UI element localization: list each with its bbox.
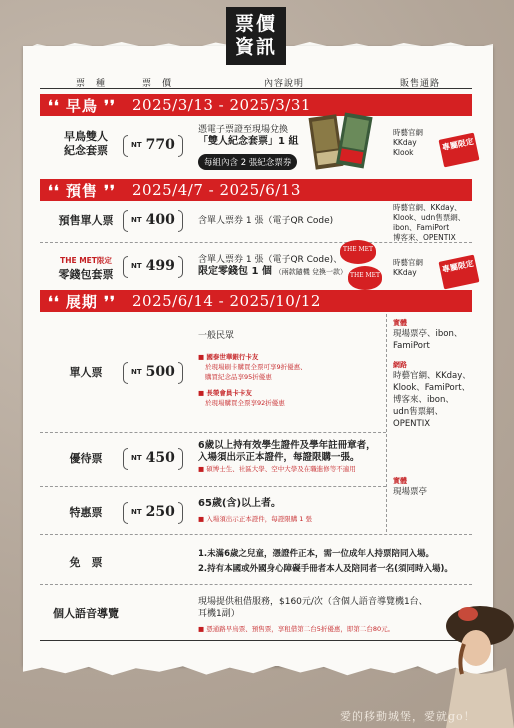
col-header-channel: 販售通路: [400, 79, 441, 89]
ticket-presale-purse-name: THE MET限定 零錢包套票: [58, 256, 114, 281]
coin-purse-image-1: THE MET: [340, 240, 376, 264]
ticket-concession-name: 優待票: [69, 452, 103, 465]
section-early-name: ❛❛ 早鳥 ❜❜: [48, 96, 116, 115]
ticket-early-combo-name: 早鳥雙人 紀念套票: [64, 130, 108, 157]
ticket-presale-single-name: 預售單人票: [58, 214, 114, 227]
row-divider: [40, 242, 472, 243]
title-line-2: 資訊: [234, 36, 277, 58]
section-period-name: ❛❛ 展期 ❜❜: [48, 292, 116, 311]
ticket-concession-desc: 6歲以上持有效學生證件及學年註冊章者， 入場須出示正本證件，每證限購一張。 ■ 碩博士生、社區大學、空中大學及在職進修等不適用: [198, 440, 376, 473]
early-combo-contents-pill: 每組內含 2 張紀念票券: [198, 154, 297, 170]
ticket-special-price: NT 250: [131, 504, 175, 520]
section-period-dates: 2025/6/14 - 2025/10/12: [132, 292, 321, 310]
exclusive-badge-early: 專屬限定: [438, 133, 479, 168]
presale-single-sales: 時藝官網、KKday、 Klook、udn售票網、 ibon、FamiPort 博客來、OPENTIX: [393, 203, 466, 242]
header-rule: [40, 88, 472, 89]
ticket-special-desc: 65歲(含)以上者。 ■ 入場須出示正本證件，每證限購 1 張: [198, 498, 312, 523]
row-divider: [40, 534, 472, 535]
section-exhibition-period: [40, 290, 472, 312]
ticket-single-desc: 一般民眾 ■ 國泰世華銀行卡友 於現場刷卡購買全票可享9折優惠、 購買紀念品享95折優惠 ■ 長榮會員卡卡友 於現場購買全票享92折優惠: [198, 331, 307, 407]
ticket-free-name: 免 票: [69, 556, 103, 569]
ticket-presale-purse-price: NT 499: [131, 258, 175, 274]
col-header-desc: 內容說明: [264, 79, 305, 89]
presale-purse-sales: 時藝官網 KKday: [393, 258, 423, 277]
commemorative-ticket-photo: [306, 108, 374, 174]
ticket-presale-single-desc: 含單人票券 1 張（電子QR Code): [198, 216, 334, 226]
footer-slogan: 愛的移動城堡，愛就go！: [340, 710, 476, 723]
section-presale-dates: 2025/4/7 - 2025/6/13: [132, 181, 301, 199]
single-sales: 實體 現場票亭、ibon、 FamiPort 網路 時藝官網、KKday、 Klook、FamiPort、 博客來、ibon、 udn售票網、 OPENTIX: [393, 319, 471, 429]
ticket-early-combo-desc: 憑電子票證至現場兌換 「雙人紀念套票」1 組: [198, 125, 299, 147]
table-bottom-rule: [40, 640, 472, 641]
ticket-single-name: 單人票: [69, 366, 103, 379]
section-presale: [40, 179, 472, 201]
early-combo-sales: 時藝官網 KKday Klook: [393, 128, 423, 157]
ticket-early-combo-price: NT 770: [131, 137, 175, 153]
section-early-dates: 2025/3/13 - 2025/3/31: [132, 96, 311, 114]
ticket-presale-purse-desc: 含單人票券 1 張（電子QR Code)、 限定零錢包 1 個 （兩款隨機 兌換一款）: [198, 255, 348, 277]
ticket-concession-price: NT 450: [131, 450, 175, 466]
row-divider: [40, 486, 386, 487]
ticket-special-name: 特惠票: [69, 506, 103, 519]
col-header-type: 票 種: [76, 79, 107, 89]
page-title: [226, 7, 286, 65]
ticket-free-desc: 1.未滿6歲之兒童，憑證件正本，需一位成年人持票陪同入場。 2.持有本國或外國身心障礙手冊者本人及陪同者一名(須同時入場)。: [198, 549, 453, 574]
col-header-price: 票 價: [142, 79, 173, 89]
section-early-bird: [40, 94, 472, 116]
ticket-audio-guide-name: 個人語音導覽: [53, 607, 119, 620]
title-line-1: 票價: [234, 13, 277, 35]
ticket-audio-guide-desc: 現場提供租借服務，$160元/次（含個人語音導覽機1台、 耳機1副） ■ 憑通路早鳥票、預售票，享租借第二台5折優惠，即第二台80元。: [198, 597, 428, 633]
ticket-presale-single-price: NT 400: [131, 212, 175, 228]
channel-divider: [386, 314, 387, 532]
concession-sales: 實體 現場票亭: [393, 477, 428, 497]
exclusive-badge-purse: 專屬限定: [438, 255, 479, 290]
section-presale-name: ❛❛ 預售 ❜❜: [48, 181, 116, 200]
coin-purse-image-2: THE MET: [348, 266, 382, 290]
ticket-single-price: NT 500: [131, 364, 175, 380]
row-divider: [40, 584, 472, 585]
row-divider: [40, 432, 386, 433]
